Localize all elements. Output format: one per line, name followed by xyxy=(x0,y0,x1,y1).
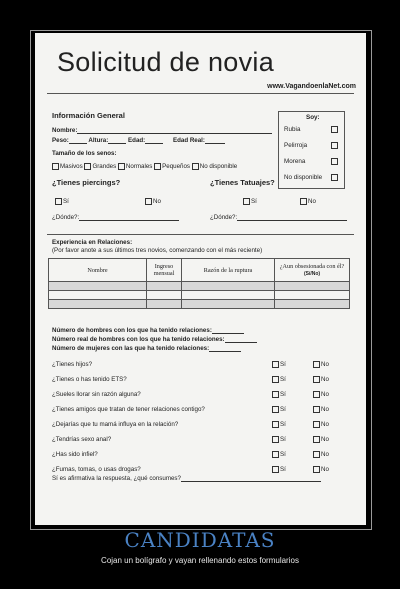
height-label: Altura: xyxy=(88,137,109,144)
checkbox-icon xyxy=(272,436,279,443)
experience-note: (Por favor anote a sus últimos tres novios, comenzando con el más reciente) xyxy=(52,247,263,254)
answer-yes[interactable]: Sí xyxy=(272,376,286,383)
table-row xyxy=(49,291,350,300)
hair-option[interactable]: Pelirroja xyxy=(284,142,339,149)
tattoos-where: ¿Dónde?: xyxy=(210,214,347,221)
answer-no[interactable]: No xyxy=(313,421,329,428)
section-divider xyxy=(47,234,354,235)
checkbox-icon xyxy=(272,466,279,473)
weight-field[interactable] xyxy=(69,137,87,144)
piercings-where-field[interactable] xyxy=(79,214,179,221)
answer-no[interactable]: No xyxy=(313,361,329,368)
tattoos-question: ¿Tienes Tatuajes? xyxy=(210,178,275,187)
checkbox-icon xyxy=(313,406,320,413)
checkbox-icon xyxy=(154,163,161,170)
count-men: Número de hombres con los que ha tenido relaciones: xyxy=(52,327,244,334)
bust-option[interactable]: Grandes xyxy=(84,163,116,170)
checkbox-icon xyxy=(84,163,91,170)
piercings-yes[interactable]: Sí xyxy=(55,198,69,205)
checkbox-icon xyxy=(272,421,279,428)
name-label: Nombre: xyxy=(52,127,78,134)
checkbox-icon xyxy=(331,126,338,133)
age-label: Edad: xyxy=(128,137,146,144)
form-sheet xyxy=(35,33,366,525)
checkbox-icon xyxy=(331,174,338,181)
checkbox-icon xyxy=(118,163,125,170)
checkbox-icon xyxy=(272,376,279,383)
piercings-where: ¿Dónde?: xyxy=(52,214,179,221)
checkbox-icon xyxy=(192,163,199,170)
hair-heading: Soy: xyxy=(306,114,320,121)
question: ¿Tienes hijos? xyxy=(52,361,93,368)
tattoos-where-field[interactable] xyxy=(237,214,347,221)
checkbox-icon xyxy=(331,142,338,149)
poster-subtitle: Cojan un bolígrafo y vayan rellenando estos formularios xyxy=(101,556,299,565)
bust-option[interactable]: No disponible xyxy=(192,163,238,170)
checkbox-icon xyxy=(272,391,279,398)
general-heading: Información General xyxy=(52,111,125,120)
count-women: Número de mujeres con las que ha tenido relaciones: xyxy=(52,345,241,352)
checkbox-icon xyxy=(272,451,279,458)
checkbox-icon xyxy=(55,198,62,205)
bust-options xyxy=(52,163,237,170)
checkbox-icon xyxy=(313,376,320,383)
answer-yes[interactable]: Sí xyxy=(272,466,286,473)
column-header: ¿Aun obsesionada con él? (Sí/No) xyxy=(275,259,350,282)
hair-option[interactable]: No disponible xyxy=(284,174,339,181)
checkbox-icon xyxy=(52,163,59,170)
answer-yes[interactable]: Sí xyxy=(272,451,286,458)
answer-yes[interactable]: Sí xyxy=(272,391,286,398)
question: ¿Tienes amigos que tratan de tener relaciones contigo? xyxy=(52,406,205,413)
consume-row: Sí es afirmativa la respuesta, ¿qué consumes? xyxy=(52,475,321,482)
consume-field[interactable] xyxy=(181,475,321,482)
real-age-field[interactable] xyxy=(205,137,225,144)
question: ¿Fumas, tomas, o usas drogas? xyxy=(52,466,141,473)
bust-option[interactable]: Normales xyxy=(118,163,152,170)
name-row xyxy=(52,127,272,134)
relationships-table xyxy=(48,258,350,309)
answer-no[interactable]: No xyxy=(313,406,329,413)
bust-option[interactable]: Pequeños xyxy=(154,163,190,170)
answer-yes[interactable]: Sí xyxy=(272,421,286,428)
answer-no[interactable]: No xyxy=(313,376,329,383)
column-header: Nombre xyxy=(49,259,147,282)
hair-option[interactable]: Rubia xyxy=(284,126,339,133)
question: ¿Sueles llorar sin razón alguna? xyxy=(52,391,141,398)
checkbox-icon xyxy=(313,361,320,368)
count-men-real: Número real de hombres con los que ha tenido relaciones: xyxy=(52,336,257,343)
answer-no[interactable]: No xyxy=(313,466,329,473)
experience-heading: Experiencia en Relaciones: xyxy=(52,239,133,246)
question: ¿Dejarías que tu mamá influya en la relación? xyxy=(52,421,179,428)
hair-option[interactable]: Morena xyxy=(284,158,339,165)
website-label: www.VagandoenlaNet.com xyxy=(267,83,356,90)
tattoos-no[interactable]: No xyxy=(300,198,316,205)
form-title: Solicitud de novia xyxy=(57,47,275,77)
checkbox-icon xyxy=(145,198,152,205)
checkbox-icon xyxy=(272,361,279,368)
checkbox-icon xyxy=(300,198,307,205)
name-field[interactable] xyxy=(77,127,272,134)
answer-yes[interactable]: Sí xyxy=(272,361,286,368)
question: ¿Has sido infiel? xyxy=(52,451,98,458)
column-header: Ingreso mensual xyxy=(147,259,182,282)
real-age-label: Edad Real: xyxy=(172,137,205,144)
poster-caption: CANDIDATAS xyxy=(124,528,276,552)
weight-label: Peso: xyxy=(52,137,69,144)
bust-option[interactable]: Masivos xyxy=(52,163,83,170)
bust-heading: Tamaño de los senos: xyxy=(52,150,117,157)
answer-no[interactable]: No xyxy=(313,436,329,443)
age-field[interactable] xyxy=(145,137,163,144)
piercings-question: ¿Tienes piercings? xyxy=(52,178,121,187)
checkbox-icon xyxy=(313,466,320,473)
checkbox-icon xyxy=(331,158,338,165)
checkbox-icon xyxy=(313,451,320,458)
table-row xyxy=(49,282,350,291)
stats-row xyxy=(52,137,225,144)
title-divider xyxy=(47,93,354,94)
answer-yes[interactable]: Sí xyxy=(272,406,286,413)
checkbox-icon xyxy=(313,391,320,398)
question: ¿Tienes o has tenido ETS? xyxy=(52,376,127,383)
question: ¿Tendrías sexo anal? xyxy=(52,436,112,443)
tattoos-yes[interactable]: Sí xyxy=(243,198,257,205)
checkbox-icon xyxy=(272,406,279,413)
checkbox-icon xyxy=(313,436,320,443)
answer-no[interactable]: No xyxy=(313,391,329,398)
table-row xyxy=(49,300,350,309)
checkbox-icon xyxy=(243,198,250,205)
checkbox-icon xyxy=(313,421,320,428)
answer-yes[interactable]: Sí xyxy=(272,436,286,443)
height-field[interactable] xyxy=(108,137,126,144)
answer-no[interactable]: No xyxy=(313,451,329,458)
column-header: Razón de la ruptura xyxy=(182,259,275,282)
piercings-no[interactable]: No xyxy=(145,198,161,205)
hair-box xyxy=(278,111,345,189)
